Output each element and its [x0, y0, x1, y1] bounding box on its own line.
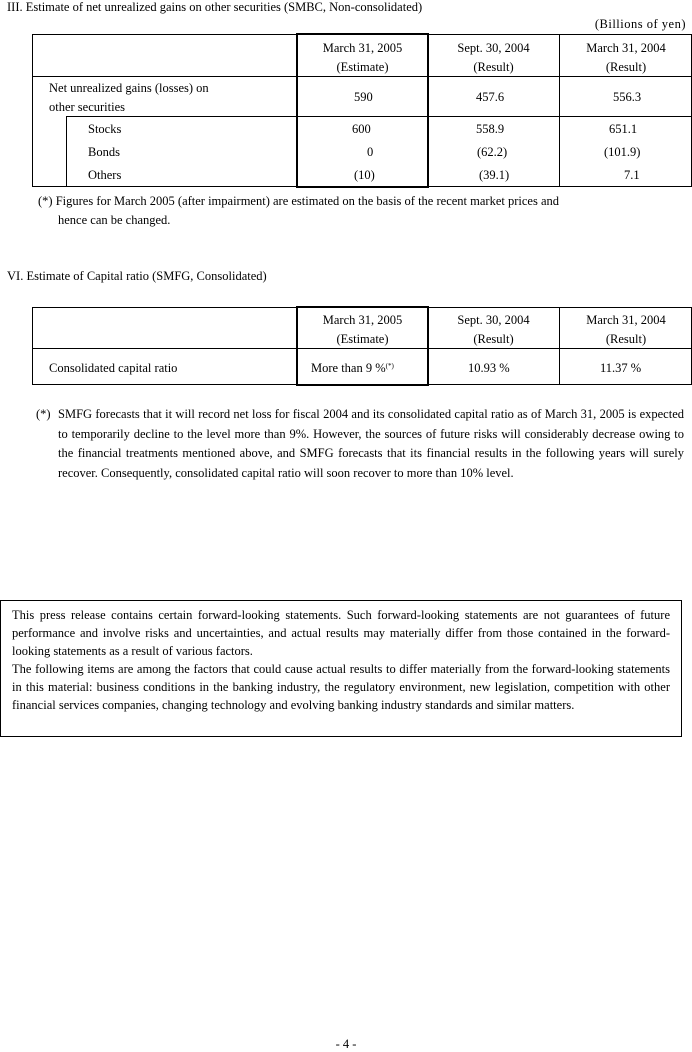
section3-title: III. Estimate of net unrealized gains on other securities (SMBC, Non-consolidated) [7, 0, 423, 14]
cr-col1-kind: (Estimate) [336, 332, 389, 346]
forward-looking-disclaimer [0, 600, 682, 737]
row-others-estimate: (10) [354, 168, 375, 182]
capital-ratio-estimate [311, 359, 394, 377]
section3-note-line2: hence can be changed. [58, 213, 171, 227]
main-row-label-1: Net unrealized gains (losses) on [49, 81, 209, 95]
row-stocks-estimate: 600 [352, 122, 371, 136]
row-stocks-label: Stocks [88, 122, 122, 136]
cr-col3-kind: (Result) [605, 332, 647, 346]
note-marker: (*) [38, 194, 53, 208]
capital-ratio-mar04: 11.37 % [600, 361, 642, 375]
col1-date: March 31, 2005 [322, 41, 403, 55]
cr-col3-date: March 31, 2004 [586, 313, 666, 327]
capital-ratio-label: Consolidated capital ratio [49, 361, 178, 375]
section6-note-text: SMFG forecasts that it will record net loss for fiscal 2004 and its consolidated capital ratio as of March 31, 2005 is expected to temporarily decline to the level more than 9%. However, the sources of future risks will considerably decrease owing to the financial treatments mentioned above, and SMFG forecasts that its financial results in the following years will surely recover. Consequently, consolidated capital ratio will soon recover to more than 10% level. [58, 407, 684, 480]
cr-col2-kind: (Result) [473, 332, 514, 346]
row-others-mar04: 7.1 [624, 168, 640, 182]
row-bonds-mar04: (101.9) [604, 145, 641, 159]
row-stocks-sept04: 558.9 [476, 122, 505, 136]
row-bonds-estimate: 0 [367, 145, 374, 159]
disclaimer-para1: This press release contains certain forward-looking statements. Such forward-looking statements are not guarantees of future performance and involve risks and uncertainties, and actual results may materially differ from those contained in the forward-looking statements as a result of various factors. [12, 608, 670, 658]
cr-col2-date: Sept. 30, 2004 [457, 313, 530, 327]
col3-date: March 31, 2004 [586, 41, 666, 55]
row-bonds-label: Bonds [88, 145, 120, 159]
section6-note-marker: (*) [36, 407, 51, 421]
units-label: (Billions of yen) [594, 17, 686, 31]
col1-kind: (Estimate) [336, 60, 389, 74]
main-value-estimate: 590 [354, 90, 373, 104]
section3-note [38, 192, 559, 212]
row-others-label: Others [88, 168, 122, 182]
main-value-sept04: 457.6 [476, 90, 505, 104]
row-bonds-sept04: (62.2) [477, 145, 508, 159]
section6-title: VI. Estimate of Capital ratio (SMFG, Consolidated) [7, 269, 267, 283]
capital-ratio-sept04: 10.93 % [468, 361, 510, 375]
note-text-1: Figures for March 2005 (after impairment) are estimated on the basis of the recent market prices and [55, 194, 559, 208]
main-value-mar04: 556.3 [613, 90, 642, 104]
capital-ratio-estimate-value: More than 9 % [311, 361, 386, 375]
disclaimer-para2: The following items are among the factors that could cause actual results to differ materially from the forward-looking statements in this material: business conditions in the banking industry, the regulatory environment, new legislation, competition with other financial services companies, changing technology and evolving banking industry standards and similar matters. [12, 662, 670, 712]
main-row-label-2: other securities [49, 100, 126, 114]
footnote-marker: (*) [385, 362, 394, 370]
page-number: - 4 - [335, 1037, 357, 1051]
col3-kind: (Result) [605, 60, 647, 74]
cr-col1-date: March 31, 2005 [322, 313, 403, 327]
row-stocks-mar04: 651.1 [609, 122, 638, 136]
col2-kind: (Result) [473, 60, 514, 74]
row-others-sept04: (39.1) [479, 168, 510, 182]
col2-date: Sept. 30, 2004 [457, 41, 530, 55]
